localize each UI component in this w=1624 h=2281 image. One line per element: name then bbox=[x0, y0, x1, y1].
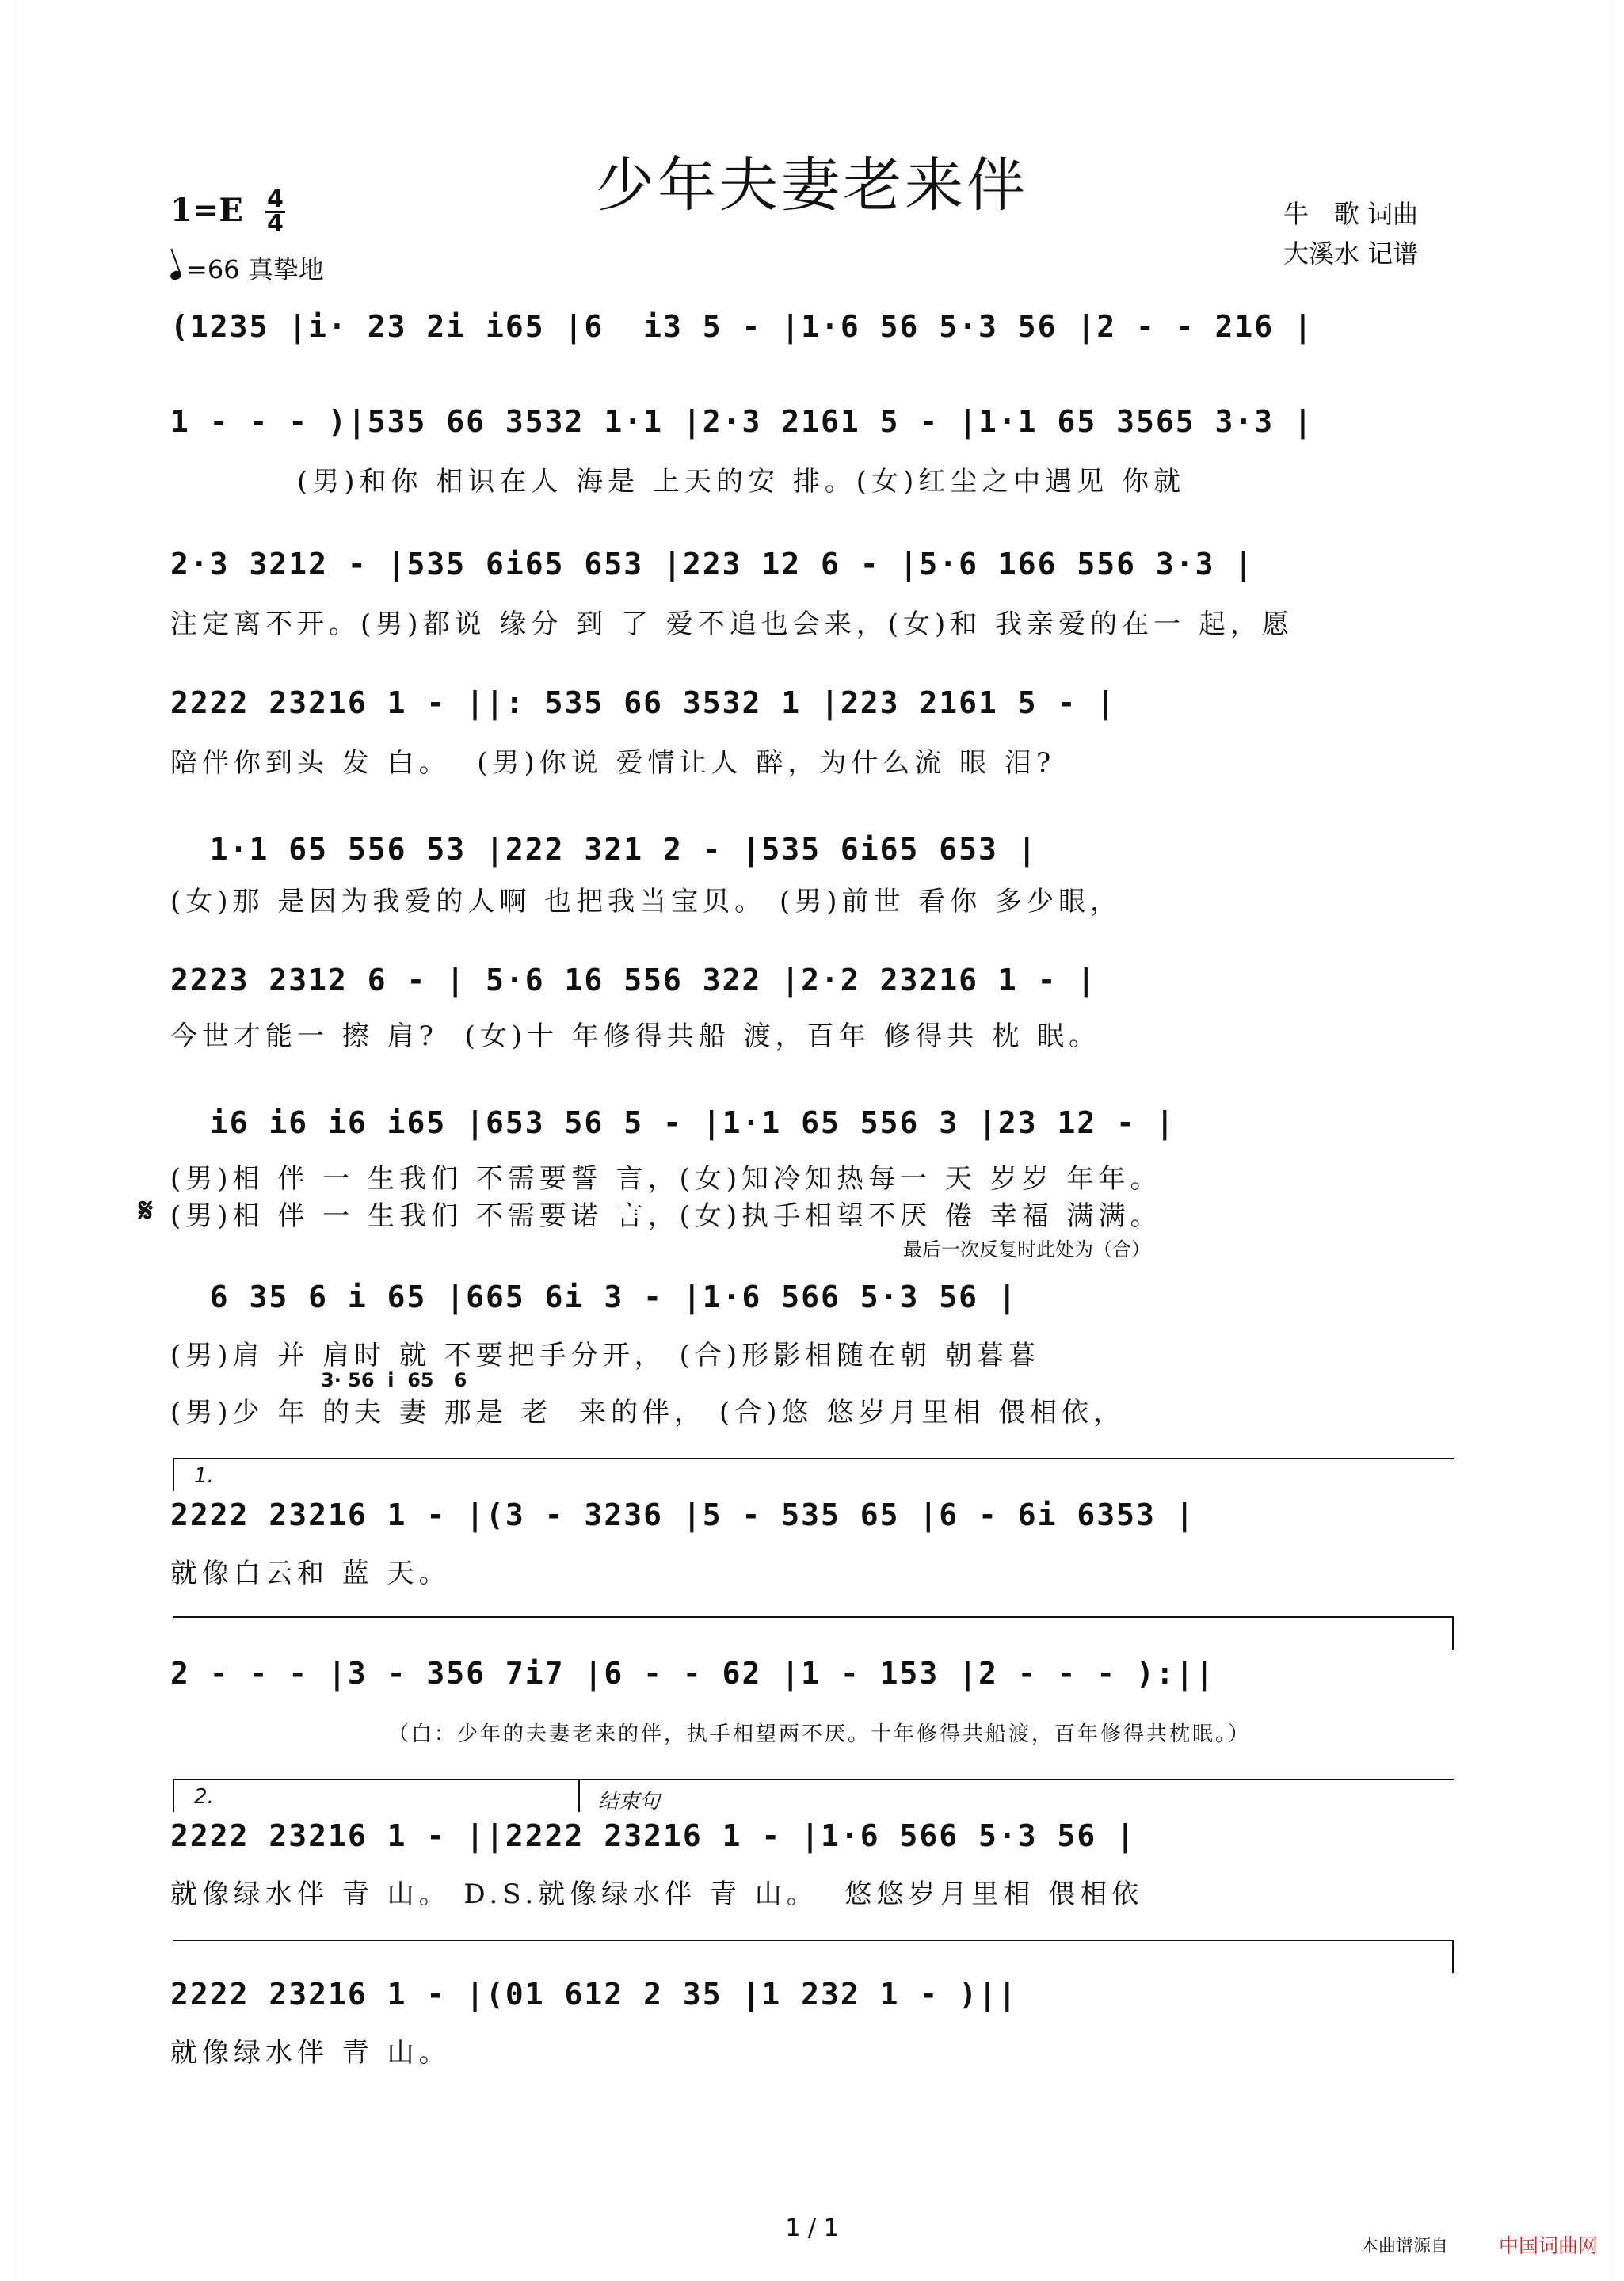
lyrics: 就像白云和 蓝 天。 bbox=[170, 1558, 451, 1589]
notation: 2 - - - |3 - 356 7i7 |6 - - 62 |1 - 153 |2 - - - ):|| bbox=[170, 1656, 1215, 1691]
tempo-text: =66 真挚地 bbox=[186, 254, 324, 284]
spoken-text: （白：少年的夫妻老来的伴，执手相望两不厌。十年修得共船渡，百年修得共枕眠。） bbox=[388, 1722, 1252, 1746]
volta-label-1: 1. bbox=[194, 1464, 214, 1488]
score-line-11 bbox=[170, 1818, 1454, 1910]
source-text: 本曲谱源自 bbox=[1361, 2237, 1449, 2256]
ending-bracket bbox=[578, 1779, 1454, 1812]
score-line-2 bbox=[170, 404, 1454, 498]
notation: 2222 23216 1 - |(3 - 3236 |5 - 535 65 |6 - 6i 6353 | bbox=[170, 1497, 1195, 1532]
transcriber-line: 大溪水 记谱 bbox=[1283, 238, 1419, 269]
ending-label: 结束句 bbox=[598, 1790, 661, 1814]
score-line-4 bbox=[170, 685, 1454, 779]
lyrics: 注定离不开。(男)都说 缘分 到 了 爱不追也会来，(女)和 我亲爱的在一 起，愿 bbox=[170, 608, 1294, 640]
score-line-3 bbox=[170, 547, 1454, 640]
lyrics: 今世才能一 擦 肩? (女)十 年修得共船 渡，百年 修得共 枕 眠。 bbox=[170, 1020, 1101, 1052]
site-link[interactable]: 中国词曲网 bbox=[1499, 2234, 1599, 2257]
lyrics-second-verse: (男)少 年 的夫 妻 那是 老 来的伴， (合)悠 悠岁月里相 偎相依， bbox=[170, 1397, 1126, 1428]
notation: 2·3 3212 - |535 6i65 653 |223 12 6 - |5·6 166 556 3·3 | bbox=[170, 547, 1255, 582]
volta-bracket-1 bbox=[173, 1458, 1454, 1491]
notation: 1·1 65 556 53 |222 321 2 - |535 6i65 653 | bbox=[170, 832, 1038, 867]
volta-bracket-1-continued bbox=[173, 1616, 1454, 1650]
notation: 2222 23216 1 - |(01 612 2 35 |1 232 1 - )|| bbox=[170, 1977, 1018, 2012]
score-line-8 bbox=[170, 1280, 1454, 1428]
volta-bracket-2 bbox=[173, 1779, 578, 1812]
page-number: 1 / 1 bbox=[785, 2214, 839, 2242]
notation: 2222 23216 1 - ||2222 23216 1 - |1·6 566 5·3 56 | bbox=[170, 1818, 1137, 1853]
score-line-10 bbox=[170, 1656, 1454, 1746]
notation: 2223 2312 6 - | 5·6 16 556 322 |2·2 23216 1 - | bbox=[170, 963, 1097, 997]
lyrics: 就像绿水伴 青 山。 bbox=[170, 2037, 451, 2069]
segno-sign: 𝄋 bbox=[139, 1191, 154, 1230]
lyrics: (男)肩 并 肩时 就 不要把手分开， (合)形影相随在朝 朝暮暮 bbox=[170, 1340, 1040, 1371]
quarter-note-icon bbox=[170, 269, 183, 281]
key-signature: 1=E bbox=[170, 192, 243, 229]
song-title: 少年夫妻老来伴 bbox=[596, 151, 1028, 219]
time-signature bbox=[265, 185, 285, 238]
alternate-notation: 3· 56 i 65 6 bbox=[321, 1369, 467, 1391]
score-line-6 bbox=[170, 963, 1454, 1052]
time-sig-bottom: 4 bbox=[267, 210, 284, 238]
notation: 1 - - - )|535 66 3532 1·1 |2·3 2161 5 - |1·1 65 3565 3·3 | bbox=[170, 404, 1313, 439]
score-line-1 bbox=[170, 309, 1454, 388]
lyrics: 就像绿水伴 青 山。 D.S.就像绿水伴 青 山。 悠悠岁月里相 偎相依 bbox=[170, 1879, 1144, 1910]
lyrics-second-verse: (男)相 伴 一 生我们 不需要诺 言，(女)执手相望不厌 倦 幸福 满满。 bbox=[170, 1200, 1162, 1232]
ending-bracket-continued bbox=[173, 1940, 1454, 1973]
score-line-9 bbox=[170, 1497, 1454, 1589]
volta-label-2: 2. bbox=[194, 1785, 214, 1809]
lyrics: (男)和你 相识在人 海是 上天的安 排。(女)红尘之中遇见 你就 bbox=[297, 466, 1186, 498]
score-line-7 bbox=[139, 1105, 1454, 1261]
score-line-12 bbox=[170, 1977, 1454, 2069]
score-line-5 bbox=[170, 832, 1454, 917]
left-margin-strip bbox=[2, 0, 13, 2281]
composer-line: 牛 歌 词曲 bbox=[1283, 199, 1419, 229]
notation: i6 i6 i6 i65 |653 56 5 - |1·1 65 556 3 |23 12 - | bbox=[170, 1105, 1176, 1140]
time-sig-top: 4 bbox=[267, 185, 284, 213]
lyrics: (男)相 伴 一 生我们 不需要誓 言，(女)知冷知热每一 天 岁岁 年年。 bbox=[170, 1163, 1162, 1195]
lyrics: (女)那 是因为我爱的人啊 也把我当宝贝。 (男)前世 看你 多少眼， bbox=[170, 886, 1123, 917]
notation: (1235 |i· 23 2i i65 |6 i3 5 - |1·6 56 5·3 56 |2 - - 216 | bbox=[170, 309, 1313, 344]
credits bbox=[1283, 194, 1418, 273]
notation: 2222 23216 1 - ||: 535 66 3532 1 |223 2161 5 - | bbox=[170, 685, 1117, 720]
performance-note: 最后一次反复时此处为（合） bbox=[903, 1238, 1150, 1261]
tempo-marking bbox=[170, 250, 324, 286]
lyrics: 陪伴你到头 发 白。 (男)你说 爱情让人 醉，为什么流 眼 泪? bbox=[170, 747, 1056, 779]
notation: 6 35 6 i 65 |665 6i 3 - |1·6 566 5·3 56 | bbox=[170, 1280, 1018, 1314]
right-margin-strip bbox=[1611, 0, 1622, 2281]
